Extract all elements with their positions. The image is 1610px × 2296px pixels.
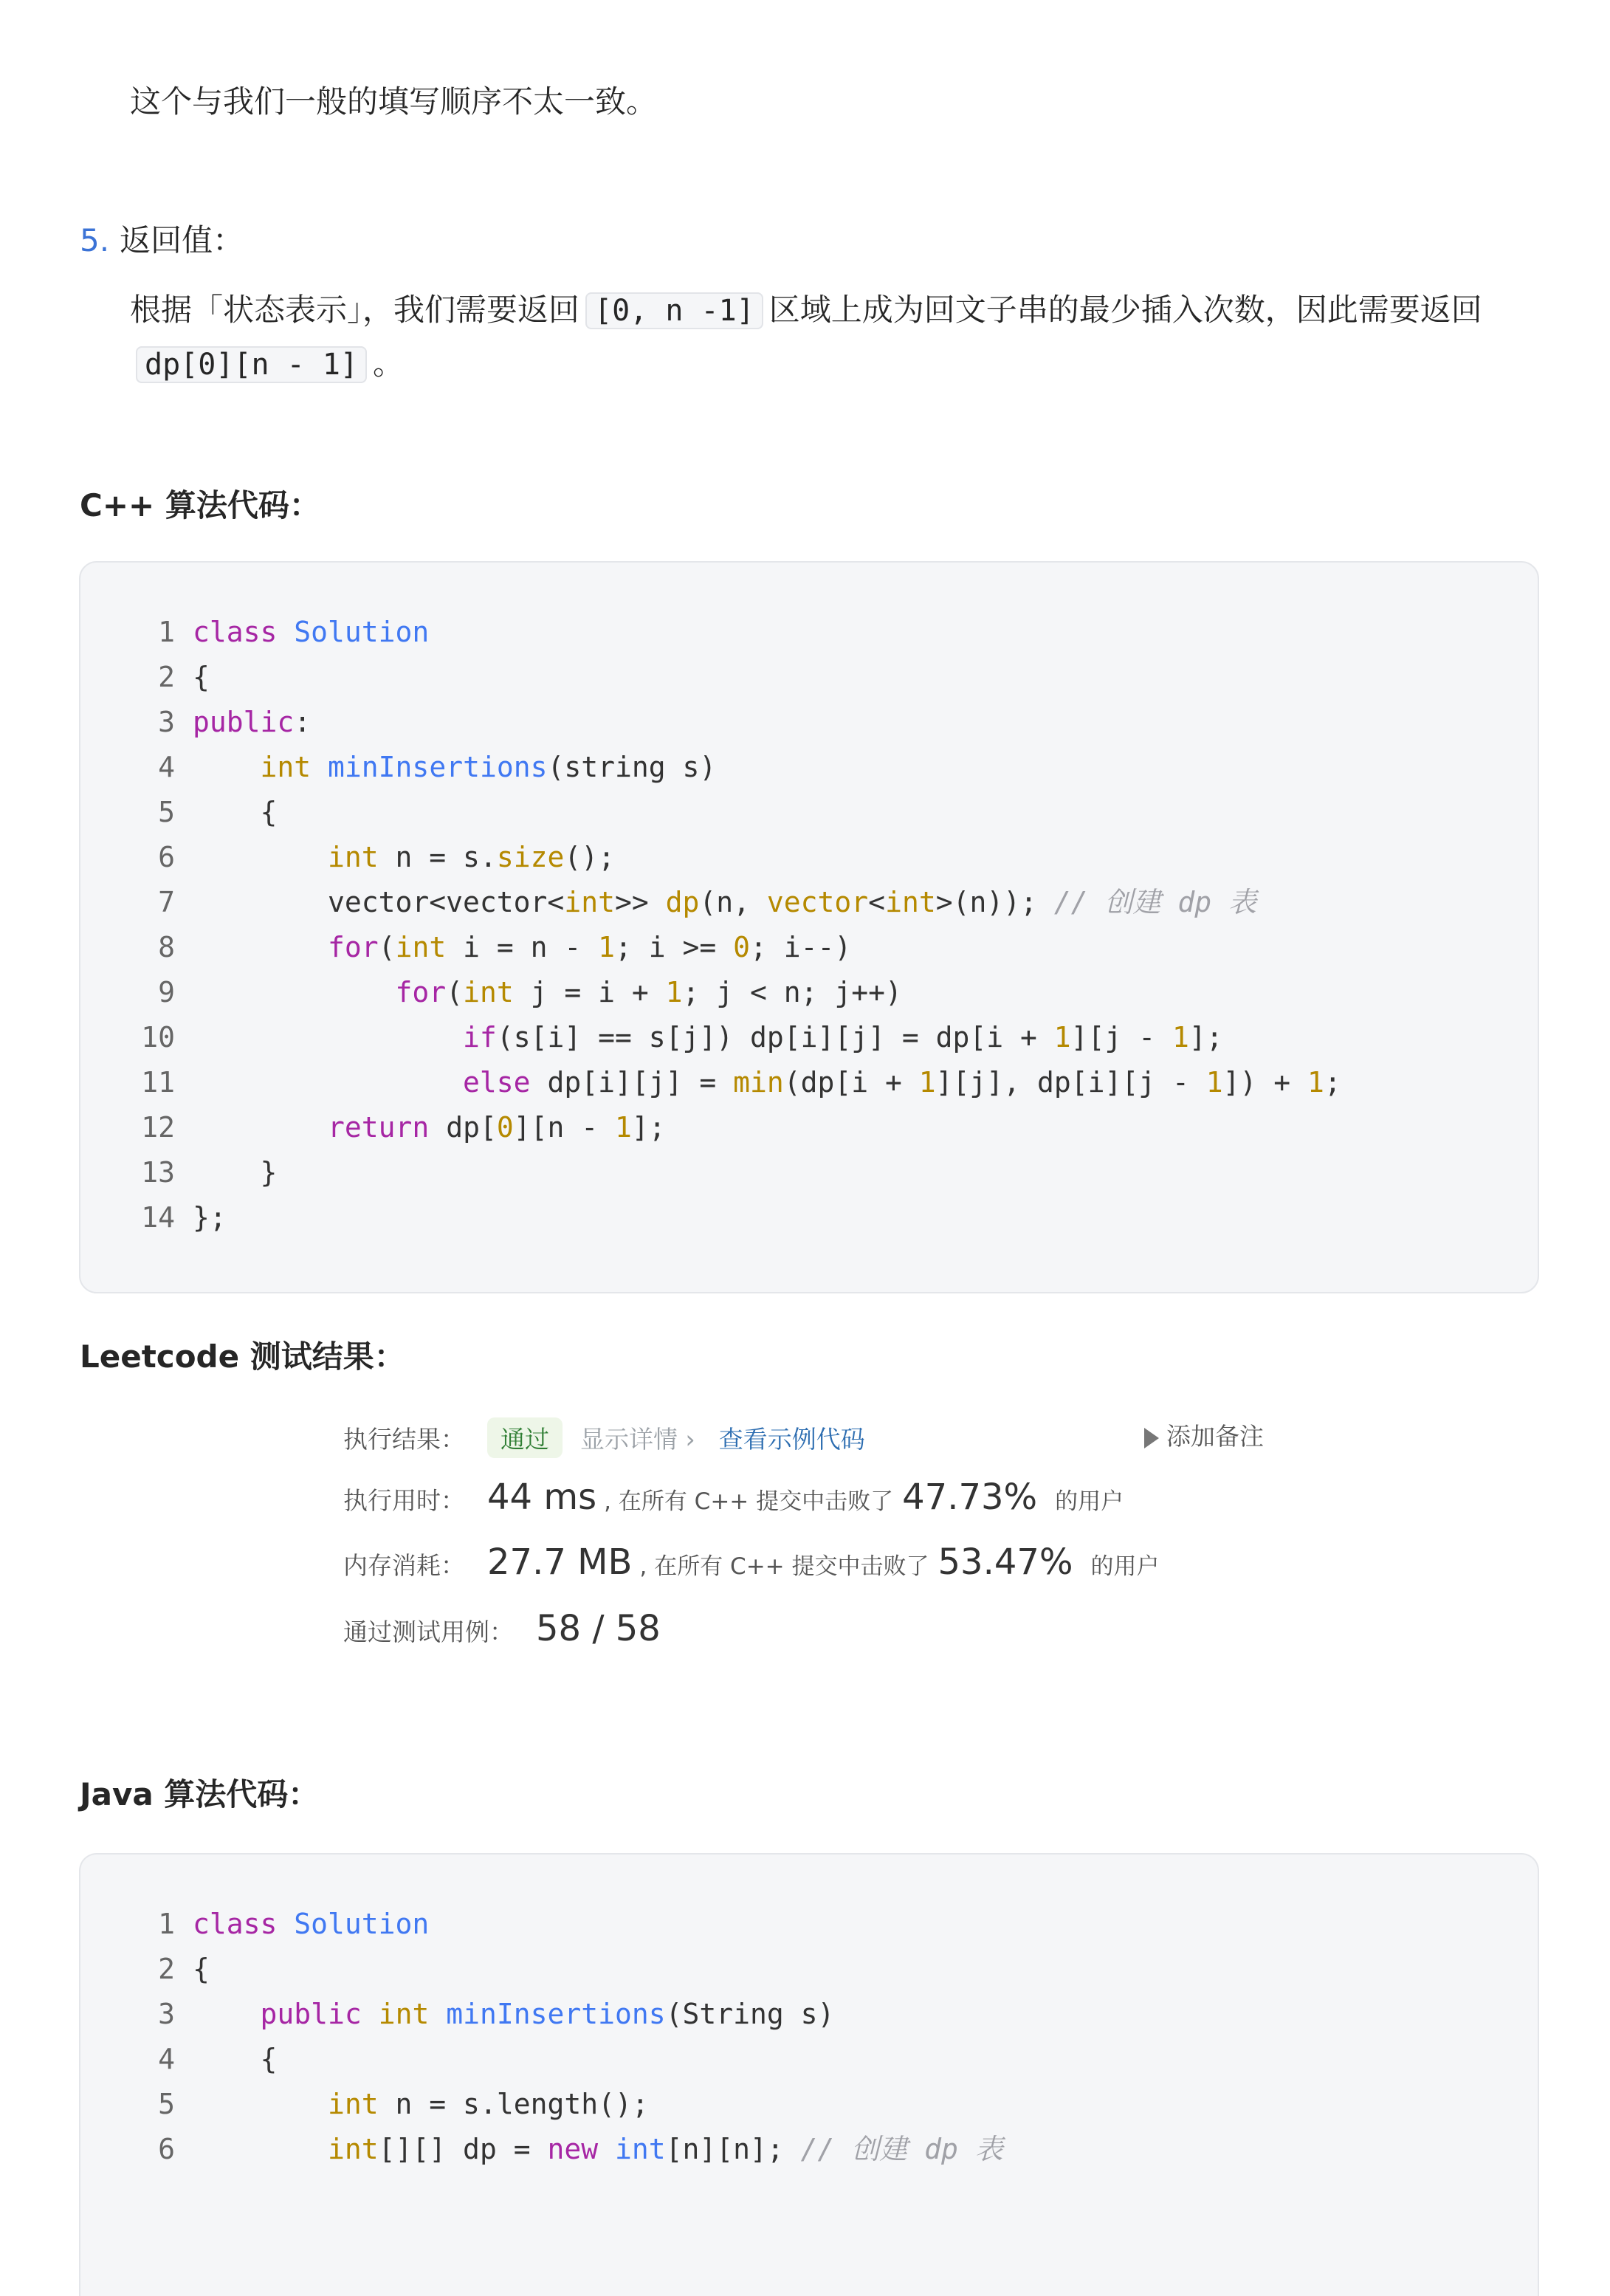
code-line [80, 925, 1341, 970]
code-token [193, 1021, 463, 1054]
code-token: (n, [699, 886, 767, 918]
code-token [193, 751, 261, 783]
line-number: 6 [158, 2133, 175, 2165]
code-token: ( [378, 931, 396, 963]
code-token: [][] dp = [378, 2133, 548, 2165]
time-beats-text: , 在所有 C++ 提交中击败了 [604, 1488, 894, 1515]
code-token: 1 [665, 976, 683, 1008]
inline-code-range: [0, n -1] [585, 292, 763, 329]
line-number: 10 [141, 1021, 175, 1054]
pass-badge: 通过 [487, 1417, 563, 1458]
code-token [277, 616, 294, 648]
result-heading: Leetcode 测试结果： [80, 1338, 405, 1375]
code-line [80, 700, 1341, 745]
code-token: (String s) [665, 1998, 835, 2030]
time-value: 44 ms [487, 1477, 597, 1518]
code-token: int [614, 2133, 666, 2165]
code-token: ][j - [1070, 1021, 1172, 1054]
code-line [80, 745, 1341, 790]
code-token: int [885, 886, 936, 918]
code-line [80, 1947, 1003, 1992]
code-line [80, 835, 1341, 880]
code-token: [n][n]; [665, 2133, 801, 2165]
view-example-link[interactable]: 查看示例代码 [718, 1425, 865, 1454]
step-title: 返回值： [120, 222, 244, 258]
code-token [193, 976, 396, 1008]
step-5-title [80, 214, 244, 267]
code-token: class [193, 1908, 278, 1940]
code-token [598, 2133, 615, 2165]
intro-paragraph: 这个与我们一般的填写顺序不太一致。 [130, 83, 658, 120]
code-token: ]) + [1222, 1066, 1307, 1099]
code-token: i = n - [446, 931, 599, 963]
code-token: min [733, 1066, 784, 1099]
code-token: n = s. [378, 841, 497, 873]
code-line [80, 1060, 1341, 1105]
code-token: int [328, 841, 379, 873]
line-number: 2 [158, 1953, 175, 1985]
line-number: 3 [158, 706, 175, 738]
code-token: (dp[i + [783, 1066, 919, 1099]
code-token [193, 1066, 463, 1099]
code-token: (string s) [547, 751, 717, 783]
exec-result-label: 执行结果： [343, 1425, 465, 1454]
code-token [429, 1998, 446, 2030]
code-token: 1 [1205, 1066, 1223, 1099]
code-token: 1 [1053, 1021, 1071, 1054]
code-token: else [463, 1066, 531, 1099]
memory-value: 27.7 MB [487, 1541, 633, 1583]
code-line [80, 1150, 1341, 1195]
code-token: int [328, 2133, 379, 2165]
code-token: ; j < n; j++) [682, 976, 902, 1008]
cases-value: 58 / 58 [536, 1608, 661, 1649]
code-line [80, 655, 1341, 700]
return-text-a: 根据「状态表示」，我们需要返回 [130, 292, 580, 328]
code-token: for [395, 976, 447, 1008]
play-icon [1144, 1428, 1159, 1448]
memory-label: 内存消耗： [343, 1551, 465, 1580]
code-token: >(n)); [935, 886, 1054, 918]
code-token: < [868, 886, 886, 918]
code-token: : [294, 706, 312, 738]
code-token: 1 [1172, 1021, 1189, 1054]
line-number: 4 [158, 2043, 175, 2075]
time-users: 的用户 [1055, 1488, 1124, 1515]
code-token [362, 1998, 379, 2030]
cpp-code-lines [80, 610, 1341, 1240]
line-number: 7 [158, 886, 175, 918]
code-token: (); [564, 841, 615, 873]
code-token: return [328, 1111, 430, 1144]
memory-users: 的用户 [1090, 1553, 1160, 1580]
code-token: minInsertions [328, 751, 548, 783]
code-token: { [193, 796, 278, 828]
code-token: 1 [598, 931, 615, 963]
code-token: int [378, 1998, 430, 2030]
line-number: 6 [158, 841, 175, 873]
time-row [343, 1477, 1124, 1518]
line-number: 9 [158, 976, 175, 1008]
code-token: (s[i] == s[j]) dp[i][j] = dp[i + [496, 1021, 1054, 1054]
code-token: dp [665, 886, 700, 918]
time-label: 执行用时： [343, 1486, 465, 1515]
code-token: 0 [496, 1111, 514, 1144]
line-number: 2 [158, 661, 175, 693]
code-token: ; i--) [750, 931, 852, 963]
code-line [80, 1015, 1341, 1060]
add-note-button[interactable] [1144, 1417, 1264, 1452]
code-line [80, 1195, 1341, 1240]
time-percent: 47.73% [902, 1477, 1038, 1518]
code-token: if [463, 1021, 497, 1054]
code-token: Solution [294, 1908, 430, 1940]
return-text-b: 区域上成为回文子串的最少插入次数，因此需要返回 [768, 292, 1482, 328]
code-token: vector<vector< [193, 886, 565, 918]
cpp-code-block [79, 561, 1539, 1293]
code-token [193, 1111, 328, 1144]
code-token [193, 931, 328, 963]
inline-code-return: dp[0][n - 1] [136, 346, 367, 383]
step-number: 5. [80, 222, 110, 258]
code-token: new [547, 2133, 599, 2165]
java-code-block [79, 1853, 1539, 2296]
memory-row [343, 1541, 1160, 1583]
code-line [80, 1105, 1341, 1150]
java-code-lines [80, 1902, 1003, 2172]
code-line [80, 2037, 1003, 2082]
code-line [80, 970, 1341, 1015]
cases-label: 通过测试用例： [343, 1618, 514, 1646]
code-line [80, 2082, 1003, 2127]
code-token: minInsertions [446, 1998, 666, 2030]
memory-beats-text: , 在所有 C++ 提交中击败了 [639, 1553, 929, 1580]
code-token: ; i >= [615, 931, 734, 963]
return-paragraph [130, 283, 1532, 391]
code-token: }; [193, 1201, 227, 1234]
code-token: 1 [918, 1066, 936, 1099]
code-token [193, 1998, 261, 2030]
code-token: ]; [1188, 1021, 1223, 1054]
show-detail-link[interactable]: 显示详情 › [580, 1425, 695, 1454]
code-token: Solution [294, 616, 430, 648]
line-number: 1 [158, 1908, 175, 1940]
line-number: 5 [158, 796, 175, 828]
line-number: 14 [141, 1201, 175, 1234]
code-token: n = s.length(); [378, 2088, 649, 2120]
code-line [80, 790, 1341, 835]
code-token: for [328, 931, 379, 963]
line-number: 12 [141, 1111, 175, 1144]
code-token: int [328, 2088, 379, 2120]
line-number: 11 [141, 1066, 175, 1099]
code-token: int [564, 886, 615, 918]
code-token: 0 [733, 931, 751, 963]
leetcode-result-panel [343, 1417, 1303, 1676]
code-token [277, 1908, 294, 1940]
return-text-c: 。 [372, 346, 404, 382]
line-number: 4 [158, 751, 175, 783]
line-number: 5 [158, 2088, 175, 2120]
code-token: int [395, 931, 447, 963]
code-token: ]; [631, 1111, 666, 1144]
code-token: { [193, 1953, 210, 1985]
code-token: >> [614, 886, 666, 918]
code-token: public [260, 1998, 362, 2030]
code-token: ; [1324, 1066, 1341, 1099]
code-token: int [463, 976, 514, 1008]
line-number: 13 [141, 1156, 175, 1189]
code-token: ( [446, 976, 464, 1008]
code-token: dp[i][j] = [530, 1066, 734, 1099]
code-line [80, 1902, 1003, 1947]
code-token [193, 2088, 328, 2120]
exec-result-row [343, 1417, 865, 1458]
line-number: 1 [158, 616, 175, 648]
memory-percent: 53.47% [938, 1541, 1073, 1583]
code-token: size [496, 841, 565, 873]
code-token: int [260, 751, 312, 783]
code-token: dp[ [429, 1111, 497, 1144]
add-note-label: 添加备注 [1166, 1422, 1264, 1451]
code-token: 1 [1307, 1066, 1324, 1099]
code-token [311, 751, 328, 783]
code-token: vector [766, 886, 869, 918]
code-token [193, 2133, 328, 2165]
code-token: public [193, 706, 295, 738]
code-line [80, 880, 1341, 925]
code-token: 1 [615, 1111, 632, 1144]
code-line [80, 1992, 1003, 2037]
code-token: j = i + [513, 976, 666, 1008]
code-token: ][j], dp[i][j - [935, 1066, 1206, 1099]
code-token [193, 841, 328, 873]
code-token: ][n - [513, 1111, 615, 1144]
cpp-heading: C++ 算法代码： [80, 487, 320, 523]
code-line [80, 2127, 1003, 2172]
line-number: 8 [158, 931, 175, 963]
code-token: class [193, 616, 278, 648]
code-token: // 创建 dp 表 [800, 2133, 1003, 2165]
code-line [80, 610, 1341, 655]
code-token: { [193, 661, 210, 693]
code-token: } [193, 1156, 278, 1189]
cases-row [343, 1608, 661, 1649]
code-token: { [193, 2043, 278, 2075]
java-heading: Java 算法代码： [80, 1776, 320, 1812]
line-number: 3 [158, 1998, 175, 2030]
code-token: // 创建 dp 表 [1053, 886, 1257, 918]
